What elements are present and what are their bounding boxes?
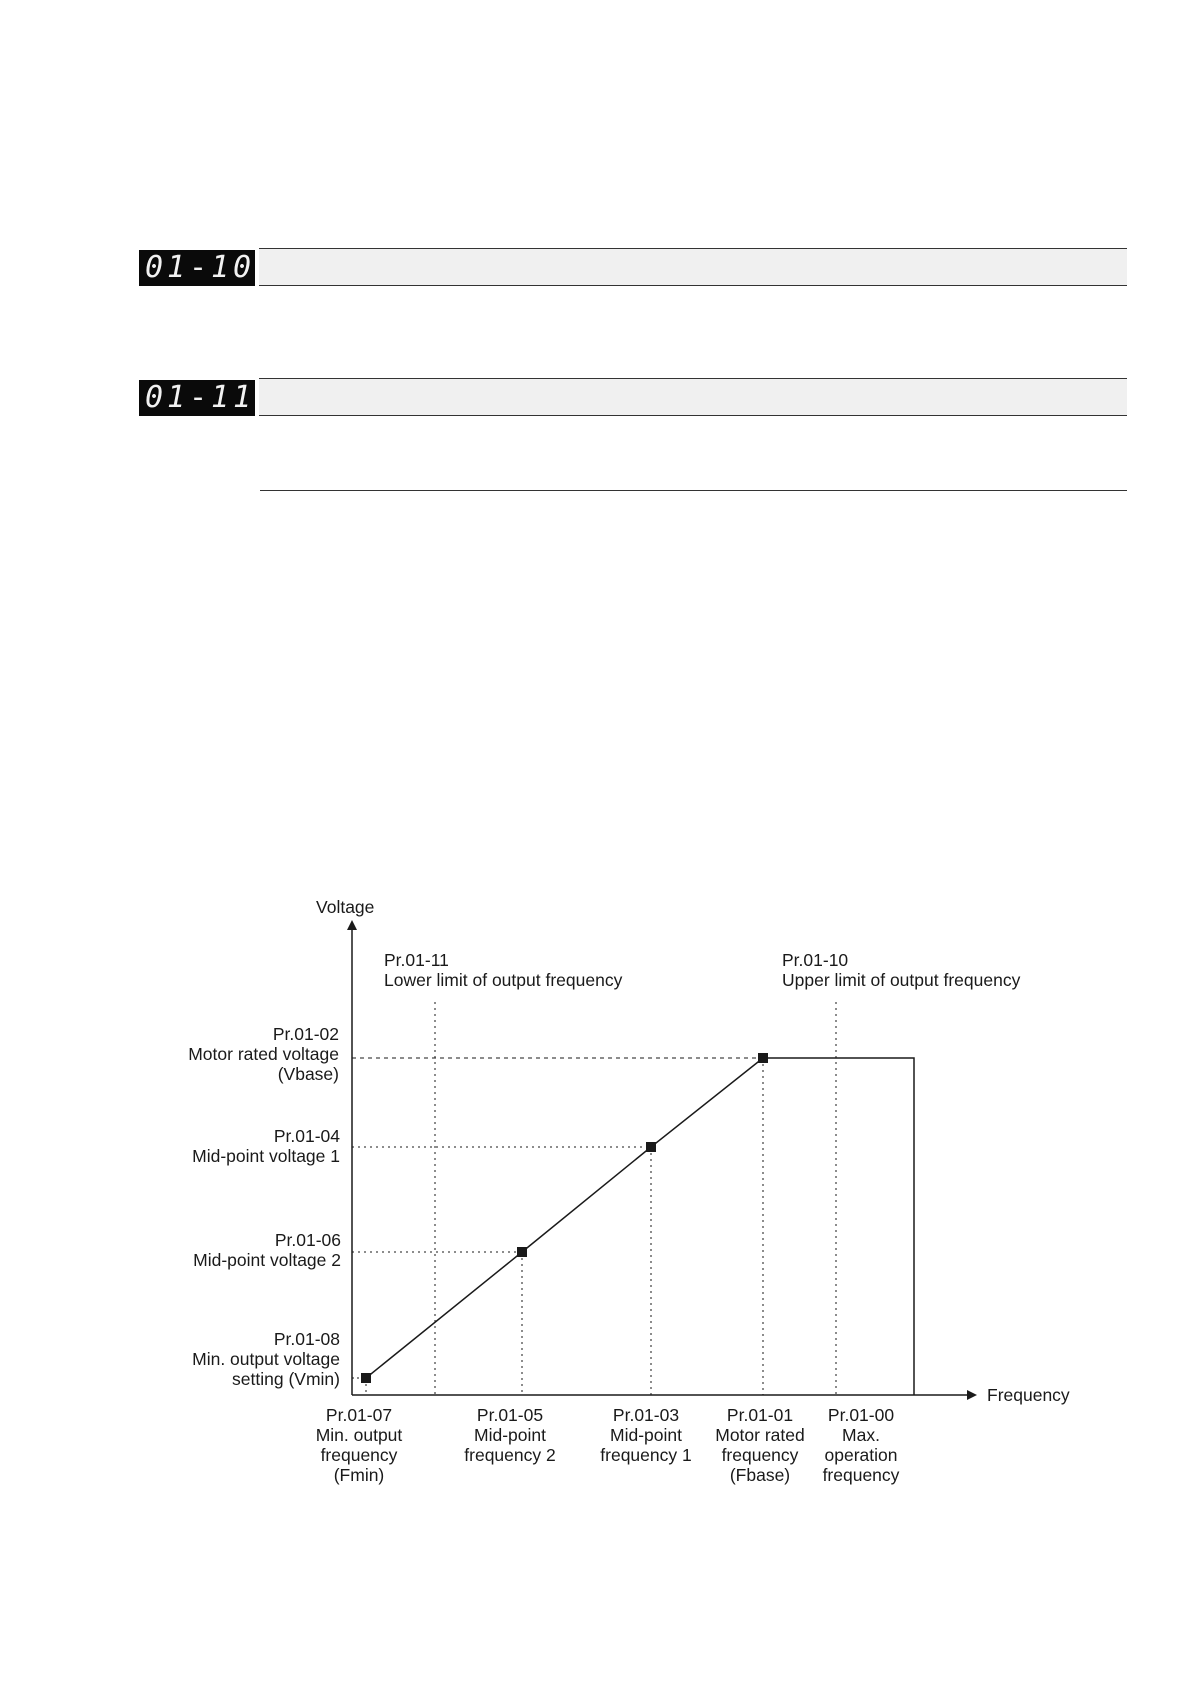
- param-header-band: [259, 378, 1127, 416]
- digit-separator: -: [189, 250, 209, 285]
- fbase-line2: frequency: [721, 1445, 799, 1465]
- vmin-line2: setting (Vmin): [232, 1369, 340, 1389]
- x-axis-label: Frequency: [987, 1385, 1070, 1405]
- upper-limit-param: Pr.01-10: [782, 950, 849, 970]
- vf-curve-line: [366, 1058, 914, 1395]
- mid-freq-1-line1: Mid-point: [610, 1425, 682, 1445]
- mid-freq-2-line1: Mid-point: [474, 1425, 546, 1445]
- fmin-line3: (Fmin): [333, 1465, 385, 1485]
- mid-freq-2-param: Pr.01-05: [476, 1405, 544, 1425]
- fbase-param: Pr.01-01: [726, 1405, 794, 1425]
- param-header-01-10: [133, 248, 1127, 286]
- frequency-labels: [316, 1405, 900, 1485]
- vbase-line2: (Vbase): [277, 1064, 339, 1084]
- digit: 1: [233, 380, 253, 415]
- point-fmin-vmin: [361, 1373, 371, 1383]
- param-header-01-11: [133, 378, 1127, 416]
- digit: 0: [145, 380, 165, 415]
- mid-volt-1-line1: Mid-point voltage 1: [192, 1146, 340, 1166]
- y-axis-label: Voltage: [316, 897, 375, 917]
- digit: 0: [233, 250, 253, 285]
- mid-freq-1-param: Pr.01-03: [612, 1405, 680, 1425]
- max-freq-line3: frequency: [822, 1465, 900, 1485]
- fbase-line1: Motor rated: [715, 1425, 805, 1445]
- lower-limit-param: Pr.01-11: [384, 950, 449, 970]
- mid-freq-2-line2: frequency 2: [464, 1445, 556, 1465]
- mid-volt-2-param: Pr.01-06: [274, 1230, 341, 1250]
- vbase-param: Pr.01-02: [272, 1024, 339, 1044]
- voltage-labels: [188, 1024, 341, 1389]
- mid-volt-1-param: Pr.01-04: [273, 1126, 340, 1146]
- max-freq-line1: Max.: [842, 1425, 880, 1445]
- max-freq-line2: operation: [824, 1445, 898, 1465]
- vmin-param: Pr.01-08: [273, 1329, 340, 1349]
- param-code-display: [139, 250, 255, 286]
- fmin-line1: Min. output: [315, 1425, 403, 1445]
- param-header-band: [259, 248, 1127, 286]
- upper-limit-text: Upper limit of output frequency: [782, 970, 1021, 990]
- vf-curve-diagram: [0, 880, 1190, 1520]
- fbase-line3: (Fbase): [729, 1465, 791, 1485]
- point-mid-1: [646, 1142, 656, 1152]
- point-mid-2: [517, 1247, 527, 1257]
- digit: 1: [167, 250, 187, 285]
- vmin-line1: Min. output voltage: [192, 1349, 340, 1369]
- param-code-display: [139, 380, 255, 416]
- max-freq-param: Pr.01-00: [827, 1405, 895, 1425]
- point-fbase-vbase: [758, 1053, 768, 1063]
- fmin-param: Pr.01-07: [325, 1405, 393, 1425]
- digit-separator: -: [189, 380, 209, 415]
- section-divider: [260, 490, 1127, 491]
- lower-limit-text: Lower limit of output frequency: [384, 970, 623, 990]
- digit: 1: [167, 380, 187, 415]
- digit: 0: [145, 250, 165, 285]
- mid-freq-1-line2: frequency 1: [600, 1445, 692, 1465]
- vbase-line1: Motor rated voltage: [188, 1044, 339, 1064]
- digit: 1: [211, 250, 231, 285]
- fmin-line2: frequency: [320, 1445, 398, 1465]
- digit: 1: [211, 380, 231, 415]
- mid-volt-2-line1: Mid-point voltage 2: [193, 1250, 341, 1270]
